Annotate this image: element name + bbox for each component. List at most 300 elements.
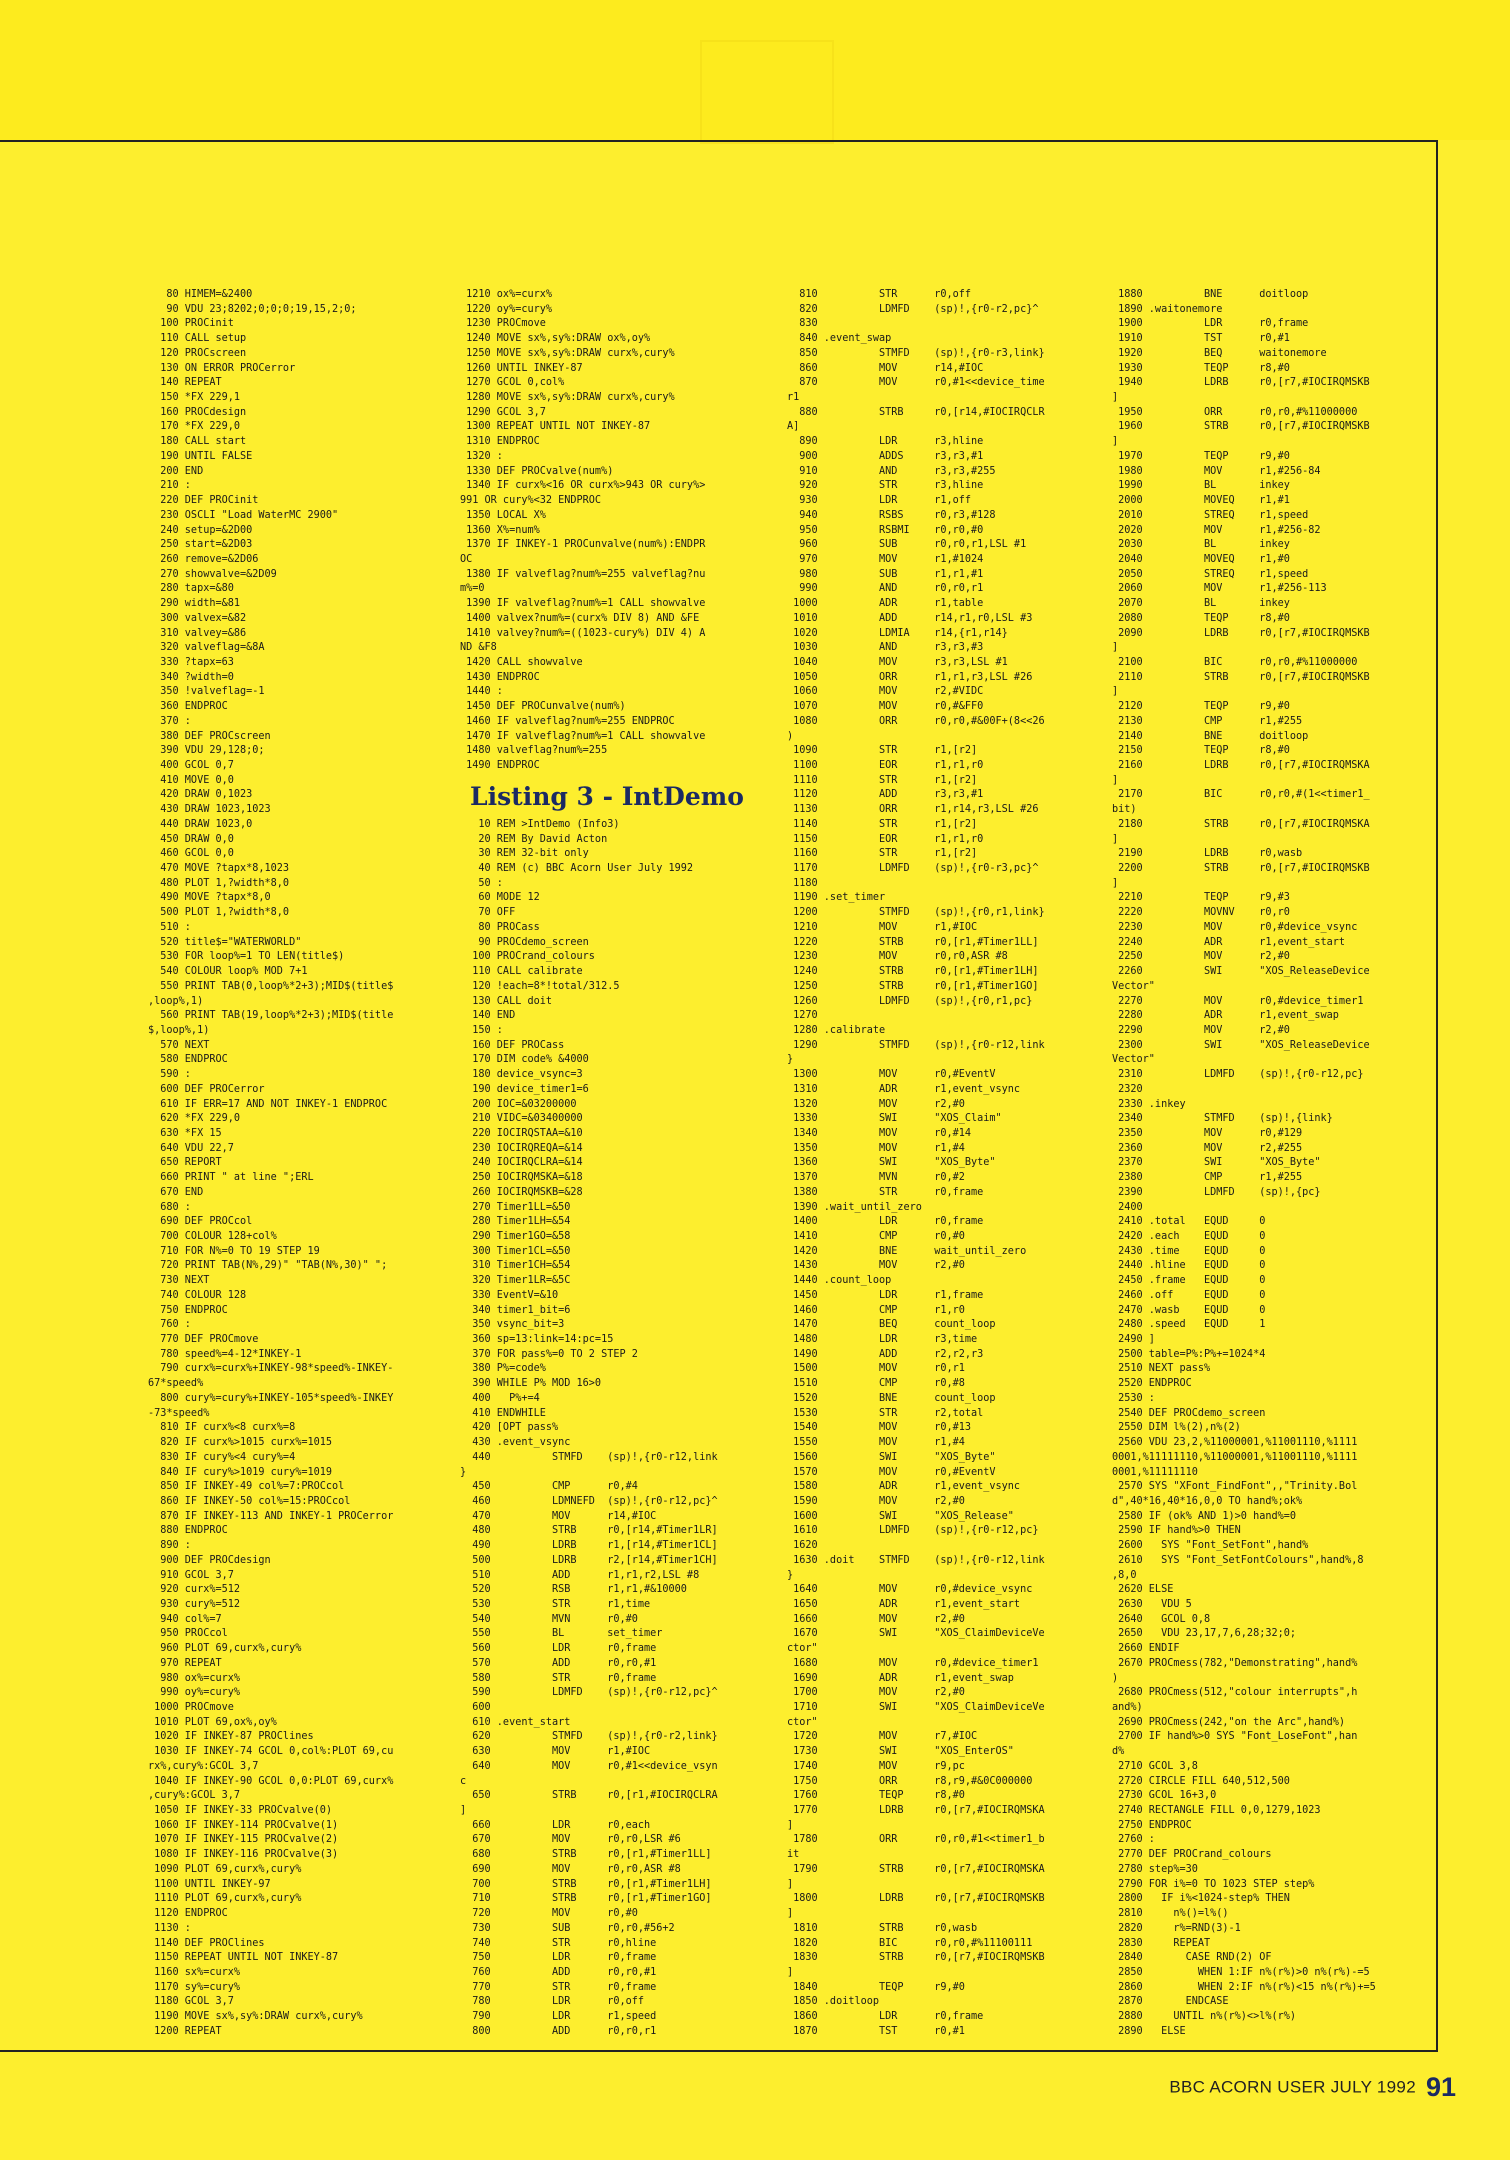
code-line: 100 PROCinit <box>148 318 234 330</box>
code-line: 1560 SWI "XOS_Byte" <box>787 1451 996 1463</box>
code-line: 450 CMP r0,#4 <box>460 1481 638 1493</box>
code-line: 2040 MOVEQ r1,#0 <box>1112 553 1290 565</box>
code-line: 460 GCOL 0,0 <box>148 848 234 860</box>
code-line: 90 VDU 23;8202;0;0;0;19,15,2;0; <box>148 303 357 315</box>
code-line: 830 IF cury%<4 cury%=4 <box>148 1451 296 1463</box>
code-line: 2710 GCOL 3,8 <box>1112 1760 1198 1772</box>
code-line: 330 EventV=&10 <box>460 1289 559 1301</box>
code-line: 1080 IF INKEY-116 PROCvalve(3) <box>148 1849 339 1861</box>
code-line: 2610 SYS "Font_SetFontColours",hand%,8 <box>1112 1554 1364 1566</box>
code-line: 1480 LDR r3,time <box>787 1334 978 1346</box>
code-line: 770 STR r0,frame <box>460 1981 657 1993</box>
code-line: 1390 .wait_until_zero <box>787 1201 922 1213</box>
code-line: 1510 CMP r0,#8 <box>787 1378 965 1390</box>
code-line: 1010 ADD r14,r1,r0,LSL #3 <box>787 612 1033 624</box>
code-line: 250 IOCIRQMSKA=&18 <box>460 1172 583 1184</box>
code-line: 1490 ENDPROC <box>460 760 540 771</box>
code-line: 2620 ELSE <box>1112 1584 1174 1596</box>
code-line: 2650 VDU 23,17,7,6,28;32;0; <box>1112 1628 1297 1640</box>
code-line: 1160 sx%=curx% <box>148 1966 241 1978</box>
code-line: 1530 STR r2,total <box>787 1407 984 1419</box>
code-line: 2510 NEXT pass% <box>1112 1363 1211 1375</box>
code-line: 1430 MOV r2,#0 <box>787 1260 965 1272</box>
code-line: 2370 SWI "XOS_Byte" <box>1112 1157 1321 1169</box>
page-footer <box>1169 2072 1456 2103</box>
code-line: 1140 DEF PROClines <box>148 1937 265 1949</box>
code-line: 1050 IF INKEY-33 PROCvalve(0) <box>148 1805 333 1817</box>
code-line: 870 MOV r0,#1<<device_time <box>787 377 1045 389</box>
code-line: 420 DRAW 0,1023 <box>148 789 253 801</box>
code-line: 1940 LDRB r0,[r7,#IOCIRQMSKB <box>1112 377 1370 389</box>
code-line: it <box>787 1849 800 1861</box>
code-line: 730 NEXT <box>148 1275 210 1287</box>
code-line: 2630 VDU 5 <box>1112 1598 1192 1610</box>
code-line: ] <box>1112 686 1119 698</box>
code-line: 60 MODE 12 <box>460 892 540 904</box>
code-line: 960 PLOT 69,curx%,cury% <box>148 1643 302 1655</box>
code-line: 1220 STRB r0,[r1,#Timer1LL] <box>787 936 1039 948</box>
code-line: 1100 EOR r1,r1,r0 <box>787 760 984 771</box>
code-line: 880 ENDPROC <box>148 1525 228 1537</box>
code-line: } <box>787 1569 794 1581</box>
code-line: 470 MOVE ?tapx*8,1023 <box>148 863 290 875</box>
code-line: 480 PLOT 1,?width*8,0 <box>148 877 290 889</box>
code-line: 740 COLOUR 128 <box>148 1289 247 1301</box>
code-line: 2680 PROCmess(512,"colour interrupts",h <box>1112 1687 1358 1699</box>
code-line: 1610 LDMFD (sp)!,{r0-r12,pc} <box>787 1525 1039 1537</box>
code-line: 20 REM By David Acton <box>460 833 608 845</box>
code-line: 990 oy%=cury% <box>148 1687 241 1699</box>
code-line: 1320 : <box>460 450 503 462</box>
code-line: 200 IOC=&03200000 <box>460 1098 577 1110</box>
code-line: 760 : <box>148 1319 191 1331</box>
code-line: 980 SUB r1,r1,#1 <box>787 568 984 580</box>
code-line: 290 width=&81 <box>148 598 241 610</box>
code-line: 1380 STR r0,frame <box>787 1186 984 1198</box>
code-line: 1980 MOV r1,#256-84 <box>1112 465 1321 477</box>
code-line: 130 ON ERROR PROCerror <box>148 362 296 374</box>
code-line: 2160 LDRB r0,[r7,#IOCIRQMSKA <box>1112 760 1370 771</box>
code-line: 1240 STRB r0,[r1,#Timer1LH] <box>787 966 1039 978</box>
code-line: 690 MOV r0,r0,ASR #8 <box>460 1863 681 1875</box>
code-line: 240 setup=&2D00 <box>148 524 253 536</box>
code-line: 1050 ORR r1,r1,r3,LSL #26 <box>787 671 1033 683</box>
code-line: 270 Timer1LL=&50 <box>460 1201 571 1213</box>
code-line: 1290 GCOL 3,7 <box>460 406 546 418</box>
code-line: 1440 .count_loop <box>787 1275 892 1287</box>
code-line: 2340 STMFD (sp)!,{link} <box>1112 1113 1333 1125</box>
code-line: 0001,%11111110 <box>1112 1466 1198 1478</box>
code-line: 1170 sy%=cury% <box>148 1981 241 1993</box>
code-line: 1440 : <box>460 686 503 698</box>
code-line: 950 RSBMI r0,r0,#0 <box>787 524 984 536</box>
code-line: ) <box>1112 1672 1119 1684</box>
code-line: 580 STR r0,frame <box>460 1672 657 1684</box>
code-line: 800 cury%=cury%+INKEY-105*speed%-INKEY <box>148 1392 394 1404</box>
code-line: 2430 .time EQUD 0 <box>1112 1245 1266 1257</box>
code-line: 1000 PROCmove <box>148 1702 234 1713</box>
code-line: 380 DEF PROCscreen <box>148 730 271 742</box>
code-line: 2000 MOVEQ r1,#1 <box>1112 495 1290 507</box>
code-line: $,loop%,1) <box>148 1024 210 1036</box>
code-line: 2460 .off EQUD 0 <box>1112 1289 1266 1301</box>
code-line: -73*speed% <box>148 1407 210 1419</box>
code-line: 600 <box>460 1702 491 1713</box>
code-line: 670 MOV r0,r0,LSR #6 <box>460 1834 681 1846</box>
code-line: 1470 BEQ count_loop <box>787 1319 996 1331</box>
code-line: 480 STRB r0,[r14,#Timer1LR] <box>460 1525 718 1537</box>
code-line: 1210 ox%=curx% <box>460 289 553 300</box>
code-line: 450 DRAW 0,0 <box>148 833 234 845</box>
code-line: 1450 DEF PROCunvalve(num%) <box>460 701 626 713</box>
code-line: 1580 ADR r1,event_vsync <box>787 1481 1021 1493</box>
code-line: 300 Timer1CL=&50 <box>460 1245 571 1257</box>
code-line: 900 DEF PROCdesign <box>148 1554 271 1566</box>
code-line: 1020 IF INKEY-87 PROClines <box>148 1731 314 1743</box>
code-line: 2670 PROCmess(782,"Demonstrating",hand% <box>1112 1657 1358 1669</box>
code-line: 350 vsync_bit=3 <box>460 1319 565 1331</box>
code-line: 370 FOR pass%=0 TO 2 STEP 2 <box>460 1348 638 1360</box>
code-line: 1380 IF valveflag?num%=255 valveflag?nu <box>460 568 706 580</box>
code-line: 2080 TEQP r8,#0 <box>1112 612 1290 624</box>
code-line: 1470 IF valveflag?num%=1 CALL showvalve <box>460 730 706 742</box>
code-line: 2190 LDRB r0,wasb <box>1112 848 1303 860</box>
code-line: 2380 CMP r1,#255 <box>1112 1172 1303 1184</box>
code-line: 1370 MVN r0,#2 <box>787 1172 965 1184</box>
code-line: 1540 MOV r0,#13 <box>787 1422 972 1434</box>
code-line: and%) <box>1112 1702 1143 1713</box>
code-line: 1060 IF INKEY-114 PROCvalve(1) <box>148 1819 339 1831</box>
code-line: 1040 MOV r3,r3,LSL #1 <box>787 656 1008 668</box>
code-line: 1300 MOV r0,#EventV <box>787 1069 996 1081</box>
code-line: ] <box>1112 392 1119 404</box>
code-line: 1290 STMFD (sp)!,{r0-r12,link <box>787 1039 1045 1051</box>
code-line: 1020 LDMIA r14,{r1,r14} <box>787 627 1008 639</box>
code-line: 410 ENDWHILE <box>460 1407 546 1419</box>
code-line: 1450 LDR r1,frame <box>787 1289 984 1301</box>
code-line: 1310 ENDPROC <box>460 436 540 448</box>
code-line: 1260 LDMFD (sp)!,{r0,r1,pc} <box>787 995 1033 1007</box>
code-line: 1490 ADD r2,r2,r3 <box>787 1348 984 1360</box>
code-line: 1990 BL inkey <box>1112 480 1290 492</box>
listing-column-1 <box>148 288 393 2040</box>
code-line: 840 .event_swap <box>787 333 892 345</box>
code-line: 350 !valveflag=-1 <box>148 686 265 698</box>
code-line: 1310 ADR r1,event_vsync <box>787 1083 1021 1095</box>
code-line: 430 .event_vsync <box>460 1437 571 1449</box>
code-line: ctor" <box>787 1643 818 1655</box>
code-line: A] <box>787 421 800 433</box>
code-line: 2390 LDMFD (sp)!,{pc} <box>1112 1186 1321 1198</box>
code-line: 2730 GCOL 16+3,0 <box>1112 1790 1217 1802</box>
code-line: 930 LDR r1,off <box>787 495 972 507</box>
code-line: 420 [OPT pass% <box>460 1422 559 1434</box>
code-line: 1760 TEQP r8,#0 <box>787 1790 965 1802</box>
code-line: 2320 <box>1112 1083 1143 1095</box>
code-line: 2600 SYS "Font_SetFont",hand% <box>1112 1540 1309 1552</box>
code-line: 2270 MOV r0,#device_timer1 <box>1112 995 1364 1007</box>
code-line: 2760 : <box>1112 1834 1155 1846</box>
code-line: 90 PROCdemo_screen <box>460 936 589 948</box>
code-line: 1930 TEQP r8,#0 <box>1112 362 1290 374</box>
code-line: 320 valveflag=&8A <box>148 642 265 654</box>
code-line: 2250 MOV r2,#0 <box>1112 951 1290 963</box>
code-line: 1110 STR r1,[r2] <box>787 774 978 786</box>
code-line: 991 OR cury%<32 ENDPROC <box>460 495 602 507</box>
code-line: 580 ENDPROC <box>148 1054 228 1066</box>
code-line: 590 : <box>148 1069 191 1081</box>
code-line: 1880 BNE doitloop <box>1112 289 1309 300</box>
code-line: 1340 IF curx%<16 OR curx%>943 OR cury%> <box>460 480 706 492</box>
code-line: 900 ADDS r3,r3,#1 <box>787 450 984 462</box>
code-line: 1830 STRB r0,[r7,#IOCIRQMSKB <box>787 1952 1045 1964</box>
code-line: ctor" <box>787 1716 818 1728</box>
listing-column-3 <box>787 288 1045 2040</box>
code-line: 1360 X%=num% <box>460 524 540 536</box>
code-line: 1820 BIC r0,r0,#%11100111 <box>787 1937 1033 1949</box>
code-line: 1690 ADR r1,event_swap <box>787 1672 1014 1684</box>
code-line: 1800 LDRB r0,[r7,#IOCIRQMSKB <box>787 1893 1045 1905</box>
code-line: 2800 IF i%<1024-step% THEN <box>1112 1893 1290 1905</box>
code-line: 1070 MOV r0,#&FF0 <box>787 701 984 713</box>
code-line: 2360 MOV r2,#255 <box>1112 1142 1303 1154</box>
code-line: 2790 FOR i%=0 TO 1023 STEP step% <box>1112 1878 1315 1890</box>
code-line: 100 PROCrand_colours <box>460 951 595 963</box>
code-line: 500 LDRB r2,[r14,#Timer1CH] <box>460 1554 718 1566</box>
code-line: 290 Timer1GO=&58 <box>460 1231 571 1242</box>
code-line: 80 HIMEM=&2400 <box>148 289 253 300</box>
code-line: 690 DEF PROCcol <box>148 1216 253 1228</box>
code-line: c <box>460 1775 467 1787</box>
code-line: 1840 TEQP r9,#0 <box>787 1981 965 1993</box>
code-line: 410 MOVE 0,0 <box>148 774 234 786</box>
code-line: 2470 .wasb EQUD 0 <box>1112 1304 1266 1316</box>
code-line: 2200 STRB r0,[r7,#IOCIRQMSKB <box>1112 863 1370 875</box>
code-line: 1120 ADD r3,r3,#1 <box>787 789 984 801</box>
code-line: 1970 TEQP r9,#0 <box>1112 450 1290 462</box>
code-line: 2520 ENDPROC <box>1112 1378 1192 1390</box>
code-line: ] <box>460 1805 467 1817</box>
code-line: 490 LDRB r1,[r14,#Timer1CL] <box>460 1540 718 1552</box>
code-line: 550 BL set_timer <box>460 1628 663 1640</box>
code-line: 620 STMFD (sp)!,{r0-r2,link} <box>460 1731 718 1743</box>
code-line: 470 MOV r14,#IOC <box>460 1510 657 1522</box>
code-line: 530 FOR loop%=1 TO LEN(title$) <box>148 951 345 963</box>
page-number: 91 <box>1425 2072 1456 2102</box>
code-line: 120 !each=8*!total/312.5 <box>460 980 620 992</box>
code-line: 1360 SWI "XOS_Byte" <box>787 1157 996 1169</box>
code-line: 2450 .frame EQUD 0 <box>1112 1275 1266 1287</box>
code-line: 130 CALL doit <box>460 995 553 1007</box>
code-line: 910 GCOL 3,7 <box>148 1569 234 1581</box>
code-line: 1000 ADR r1,table <box>787 598 984 610</box>
code-line: 620 *FX 229,0 <box>148 1113 241 1125</box>
code-line: 2180 STRB r0,[r7,#IOCIRQMSKA <box>1112 818 1370 830</box>
top-rule <box>0 140 1438 142</box>
code-line: r1 <box>787 392 800 404</box>
code-line: 1070 IF INKEY-115 PROCvalve(2) <box>148 1834 339 1846</box>
code-line: 2070 BL inkey <box>1112 598 1290 610</box>
code-line: 1200 REPEAT <box>148 2025 222 2037</box>
code-line: 990 AND r0,r0,r1 <box>787 583 984 595</box>
code-line: 630 MOV r1,#IOC <box>460 1746 651 1758</box>
code-line: 1740 MOV r9,pc <box>787 1760 965 1772</box>
code-line: 1200 STMFD (sp)!,{r0,r1,link} <box>787 907 1045 919</box>
code-line: 340 timer1_bit=6 <box>460 1304 571 1316</box>
code-line: 1010 PLOT 69,ox%,oy% <box>148 1716 277 1728</box>
code-line: 1100 UNTIL INKEY-97 <box>148 1878 271 1890</box>
code-line: 1300 REPEAT UNTIL NOT INKEY-87 <box>460 421 651 433</box>
code-line: 40 REM (c) BBC Acorn User July 1992 <box>460 863 694 875</box>
code-line: 650 STRB r0,[r1,#IOCIRQCLRA <box>460 1790 718 1802</box>
code-line: 1160 STR r1,[r2] <box>787 848 978 860</box>
code-line: 890 LDR r3,hline <box>787 436 984 448</box>
code-line: 2830 REPEAT <box>1112 1937 1211 1949</box>
code-line: 170 *FX 229,0 <box>148 421 241 433</box>
code-line: 1030 AND r3,r3,#3 <box>787 642 984 654</box>
code-line: 1090 PLOT 69,curx%,cury% <box>148 1863 302 1875</box>
code-line: 2090 LDRB r0,[r7,#IOCIRQMSKB <box>1112 627 1370 639</box>
code-line: 610 IF ERR=17 AND NOT INKEY-1 ENDPROC <box>148 1098 388 1110</box>
code-line: 1650 ADR r1,event_start <box>787 1598 1021 1610</box>
code-line: 2130 CMP r1,#255 <box>1112 715 1303 727</box>
code-line: 730 SUB r0,r0,#56+2 <box>460 1922 675 1934</box>
code-line: 1190 .set_timer <box>787 892 886 904</box>
code-line: 710 STRB r0,[r1,#Timer1GO] <box>460 1893 712 1905</box>
code-line: ,loop%,1) <box>148 995 204 1007</box>
code-line: 550 PRINT TAB(0,loop%*2+3);MID$(title$ <box>148 980 394 992</box>
code-line: 1680 MOV r0,#device_timer1 <box>787 1657 1039 1669</box>
code-line: d",40*16,40*16,0,0 TO hand%;ok% <box>1112 1495 1303 1507</box>
code-line: 2700 IF hand%>0 SYS "Font_LoseFont",han <box>1112 1731 1358 1743</box>
code-line: 2810 n%()=l%() <box>1112 1908 1229 1920</box>
code-line: 2560 VDU 23,2,%11000001,%11001110,%1111 <box>1112 1437 1358 1449</box>
code-line: 1640 MOV r0,#device_vsync <box>787 1584 1033 1596</box>
code-line: ,cury%:GCOL 3,7 <box>148 1790 241 1802</box>
code-line: 140 END <box>460 1010 516 1022</box>
code-line: 0001,%11111110,%11000001,%11001110,%1111 <box>1112 1451 1358 1463</box>
code-line: 1950 ORR r0,r0,#%11000000 <box>1112 406 1358 418</box>
code-line: 710 FOR N%=0 TO 19 STEP 19 <box>148 1245 320 1257</box>
code-line: 2570 SYS "XFont_FindFont",,"Trinity.Bol <box>1112 1481 1358 1493</box>
listing-column-2 <box>460 288 718 2040</box>
code-line: 540 MVN r0,#0 <box>460 1613 638 1625</box>
code-line: 1030 IF INKEY-74 GCOL 0,col%:PLOT 69,cu <box>148 1746 394 1758</box>
code-line: 440 STMFD (sp)!,{r0-r12,link <box>460 1451 718 1463</box>
code-line: ] <box>1112 877 1119 889</box>
code-line: 940 col%=7 <box>148 1613 222 1625</box>
code-line: 1210 MOV r1,#IOC <box>787 921 978 933</box>
code-line: 2850 WHEN 1:IF n%(r%)>0 n%(r%)-=5 <box>1112 1966 1370 1978</box>
code-line: 2490 ] <box>1112 1334 1155 1346</box>
code-line: 80 PROCass <box>460 921 540 933</box>
code-line: 1270 GCOL 0,col% <box>460 377 565 389</box>
code-line: 1230 PROCmove <box>460 318 546 330</box>
code-line: 1180 <box>787 877 818 889</box>
code-line: 500 PLOT 1,?width*8,0 <box>148 907 290 919</box>
code-line: 1170 LDMFD (sp)!,{r0-r3,pc}^ <box>787 863 1039 875</box>
code-line: } <box>787 1054 794 1066</box>
code-line: 440 DRAW 1023,0 <box>148 818 253 830</box>
code-line: ] <box>1112 642 1119 654</box>
code-line: 300 valvex=&82 <box>148 612 247 624</box>
code-line: 1750 ORR r8,r9,#&0C000000 <box>787 1775 1033 1787</box>
code-line: 1280 .calibrate <box>787 1024 886 1036</box>
code-line: 1430 ENDPROC <box>460 671 540 683</box>
code-line: 660 PRINT " at line ";ERL <box>148 1172 314 1184</box>
code-line: 140 REPEAT <box>148 377 222 389</box>
code-line: 1240 MOVE sx%,sy%:DRAW ox%,oy% <box>460 333 651 345</box>
code-line: 2300 SWI "XOS_ReleaseDevice <box>1112 1039 1370 1051</box>
code-line: 2060 MOV r1,#256-113 <box>1112 583 1327 595</box>
code-line: 780 LDR r0,off <box>460 1996 645 2008</box>
code-line: 1280 MOVE sx%,sy%:DRAW curx%,cury% <box>460 392 675 404</box>
code-line: 1190 MOVE sx%,sy%:DRAW curx%,cury% <box>148 2011 363 2023</box>
code-line: 2010 STREQ r1,speed <box>1112 509 1309 521</box>
code-line: 1400 LDR r0,frame <box>787 1216 984 1228</box>
code-line: 1230 MOV r0,r0,ASR #8 <box>787 951 1008 963</box>
code-line: 1340 MOV r0,#14 <box>787 1127 972 1139</box>
code-line: 320 Timer1LR=&5C <box>460 1275 571 1287</box>
code-line: 1720 MOV r7,#IOC <box>787 1731 978 1743</box>
code-line: 1180 GCOL 3,7 <box>148 1996 234 2008</box>
code-line: 1090 STR r1,[r2] <box>787 745 978 757</box>
code-line: 1620 <box>787 1540 818 1552</box>
code-line: 380 P%=code% <box>460 1363 546 1375</box>
code-line: 110 CALL calibrate <box>460 966 583 978</box>
code-line: 860 IF INKEY-50 col%=15:PROCcol <box>148 1495 351 1507</box>
code-line: 1260 UNTIL INKEY-87 <box>460 362 583 374</box>
code-line: 2210 TEQP r9,#3 <box>1112 892 1290 904</box>
code-line: ] <box>787 1908 794 1920</box>
code-line: 970 REPEAT <box>148 1657 222 1669</box>
code-line: 1270 <box>787 1010 818 1022</box>
code-line: 180 device_vsync=3 <box>460 1069 583 1081</box>
code-line: 1320 MOV r2,#0 <box>787 1098 965 1110</box>
code-line: ND &F8 <box>460 642 497 654</box>
code-line: 190 device_timer1=6 <box>460 1083 589 1095</box>
code-line: 1130 : <box>148 1922 191 1934</box>
code-line: 920 curx%=512 <box>148 1584 241 1596</box>
faded-graphic <box>700 40 834 144</box>
code-line: 650 REPORT <box>148 1157 222 1169</box>
code-line: 220 IOCIRQSTAA=&10 <box>460 1127 583 1139</box>
code-line: 670 END <box>148 1186 204 1198</box>
code-line: 200 END <box>148 465 204 477</box>
code-line: 210 : <box>148 480 191 492</box>
code-line: 190 UNTIL FALSE <box>148 450 253 462</box>
code-line: 150 *FX 229,1 <box>148 392 241 404</box>
code-line: 1810 STRB r0,wasb <box>787 1922 978 1934</box>
code-line: 340 ?width=0 <box>148 671 234 683</box>
code-line: 2770 DEF PROCrand_colours <box>1112 1849 1272 1861</box>
code-line: 1460 CMP r1,r0 <box>787 1304 965 1316</box>
code-line: 910 AND r3,r3,#255 <box>787 465 996 477</box>
code-line: 1570 MOV r0,#EventV <box>787 1466 996 1478</box>
code-line: rx%,cury%:GCOL 3,7 <box>148 1760 259 1772</box>
code-line: 160 PROCdesign <box>148 406 247 418</box>
code-line: 1790 STRB r0,[r7,#IOCIRQMSKA <box>787 1863 1045 1875</box>
bottom-rule <box>0 2050 1438 2052</box>
code-line: 360 sp=13:link=14:pc=15 <box>460 1334 614 1346</box>
code-line: 1550 MOV r1,#4 <box>787 1437 965 1449</box>
code-line: 1460 IF valveflag?num%=255 ENDPROC <box>460 715 675 727</box>
code-line: 680 : <box>148 1201 191 1213</box>
code-line: 220 DEF PROCinit <box>148 495 259 507</box>
code-line: 2720 CIRCLE FILL 640,512,500 <box>1112 1775 1290 1787</box>
code-line: 1130 ORR r1,r14,r3,LSL #26 <box>787 804 1039 816</box>
code-line: 2690 PROCmess(242,"on the Arc",hand%) <box>1112 1716 1346 1728</box>
